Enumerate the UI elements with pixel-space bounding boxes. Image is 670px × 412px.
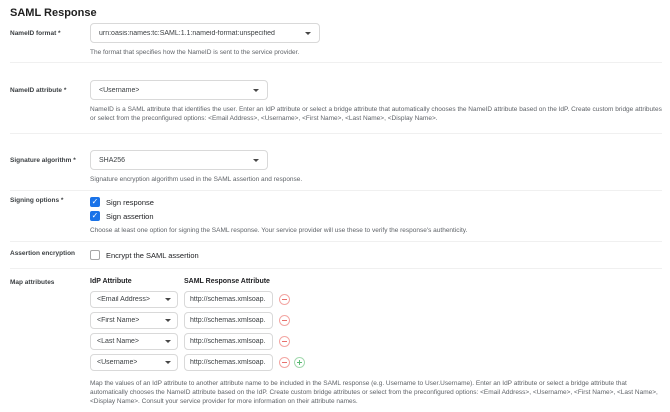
minus-icon [282, 341, 287, 342]
map-attribute-row [90, 291, 662, 308]
idp-attribute-value: <Last Name> [97, 338, 140, 345]
encrypt-assertion-label[interactable]: Encrypt the SAML assertion [106, 250, 199, 260]
idp-attribute-select[interactable] [90, 312, 178, 329]
nameid-attribute-select[interactable] [90, 80, 268, 100]
map-attributes-header [90, 277, 662, 286]
remove-row-button[interactable] [279, 315, 290, 326]
page-title: SAML Response [10, 7, 97, 19]
idp-attribute-value: <First Name> [97, 317, 140, 324]
sign-assertion-option [90, 209, 662, 223]
minus-icon [282, 320, 287, 321]
remove-row-button[interactable] [279, 357, 290, 368]
chevron-down-icon [305, 32, 311, 35]
idp-attribute-select[interactable] [90, 354, 178, 371]
map-attributes-label: Map attributes [10, 279, 55, 286]
saml-response-attribute-input[interactable] [184, 312, 273, 329]
sign-response-label[interactable]: Sign response [106, 197, 154, 207]
minus-icon [282, 362, 287, 363]
remove-row-button[interactable] [279, 336, 290, 347]
chevron-down-icon [253, 159, 259, 162]
chevron-down-icon [165, 361, 171, 364]
sign-response-checkbox[interactable] [90, 197, 100, 207]
nameid-format-select[interactable] [90, 23, 320, 43]
nameid-attribute-label: NameID attribute * [10, 87, 67, 94]
field-signing-options [10, 190, 662, 241]
plus-icon [297, 360, 302, 365]
map-attribute-row [90, 333, 662, 350]
idp-attribute-column-header: IdP Attribute [90, 278, 132, 285]
map-attribute-row [90, 354, 662, 371]
nameid-format-value: urn:oasis:names:tc:SAML:1.1:nameid-format:unspecified [99, 29, 275, 37]
signing-options-help: Choose at least one option for signing the SAML response. Your service provider will use these to verify the response's authenticity. [90, 227, 468, 234]
nameid-attribute-value: <Username> [99, 86, 140, 94]
idp-attribute-select[interactable] [90, 291, 178, 308]
field-nameid-attribute [10, 62, 662, 133]
field-signature-algorithm [10, 133, 662, 190]
saml-response-attribute-input[interactable] [184, 291, 273, 308]
nameid-attribute-help: NameID is a SAML attribute that identifies the user. Enter an IdP attribute or select a bridge attribute that automatically chooses the NameID attribute based on the IdP. Create custom bridge attributes or select from the preconfigured options: <Email Address>, <Username>, <First Name>, <Last Name>, <Display Name>. [90, 106, 662, 122]
field-assertion-encryption [10, 241, 662, 268]
map-attributes-help: Map the values of an IdP attribute to another attribute name to be included in the SAML response (e.g. Username to User.Username). Enter an IdP attribute or select a bridge attribute that automatically chooses the NameID attribute based on the IdP. Create custom bridge attributes or select from the preconfigured options: <Email Address>, <Username>, <First Name>, <Last Name>, <Display Name>. Consult your service provider for more information on their attribute names. [90, 380, 658, 405]
chevron-down-icon [253, 89, 259, 92]
saml-response-attribute-column-header: SAML Response Attribute [184, 278, 270, 285]
map-attribute-row [90, 312, 662, 329]
field-map-attributes [10, 268, 662, 412]
signature-algorithm-value: SHA256 [99, 156, 126, 164]
chevron-down-icon [165, 319, 171, 322]
signature-algorithm-select[interactable] [90, 150, 268, 170]
signature-algorithm-help: Signature encryption algorithm used in the SAML assertion and response. [90, 176, 303, 183]
idp-attribute-select[interactable] [90, 333, 178, 350]
idp-attribute-value: <Username> [97, 359, 138, 366]
minus-icon [282, 299, 287, 300]
saml-response-attribute-input[interactable] [184, 333, 273, 350]
chevron-down-icon [165, 298, 171, 301]
saml-response-attribute-input[interactable] [184, 354, 273, 371]
sign-response-option [90, 195, 662, 209]
assertion-encryption-label: Assertion encryption [10, 250, 76, 257]
signature-algorithm-label: Signature algorithm * [10, 157, 76, 164]
encrypt-assertion-option [90, 248, 662, 262]
nameid-format-help: The format that specifies how the NameID is sent to the service provider. [90, 49, 300, 56]
nameid-format-label: NameID format * [10, 30, 61, 37]
sign-assertion-label[interactable]: Sign assertion [106, 211, 154, 221]
chevron-down-icon [165, 340, 171, 343]
add-row-button[interactable] [294, 357, 305, 368]
signing-options-label: Signing options * [10, 197, 64, 204]
idp-attribute-value: <Email Address> [97, 296, 150, 303]
sign-assertion-checkbox[interactable] [90, 211, 100, 221]
remove-row-button[interactable] [279, 294, 290, 305]
encrypt-assertion-checkbox[interactable] [90, 250, 100, 260]
field-nameid-format [10, 20, 662, 62]
